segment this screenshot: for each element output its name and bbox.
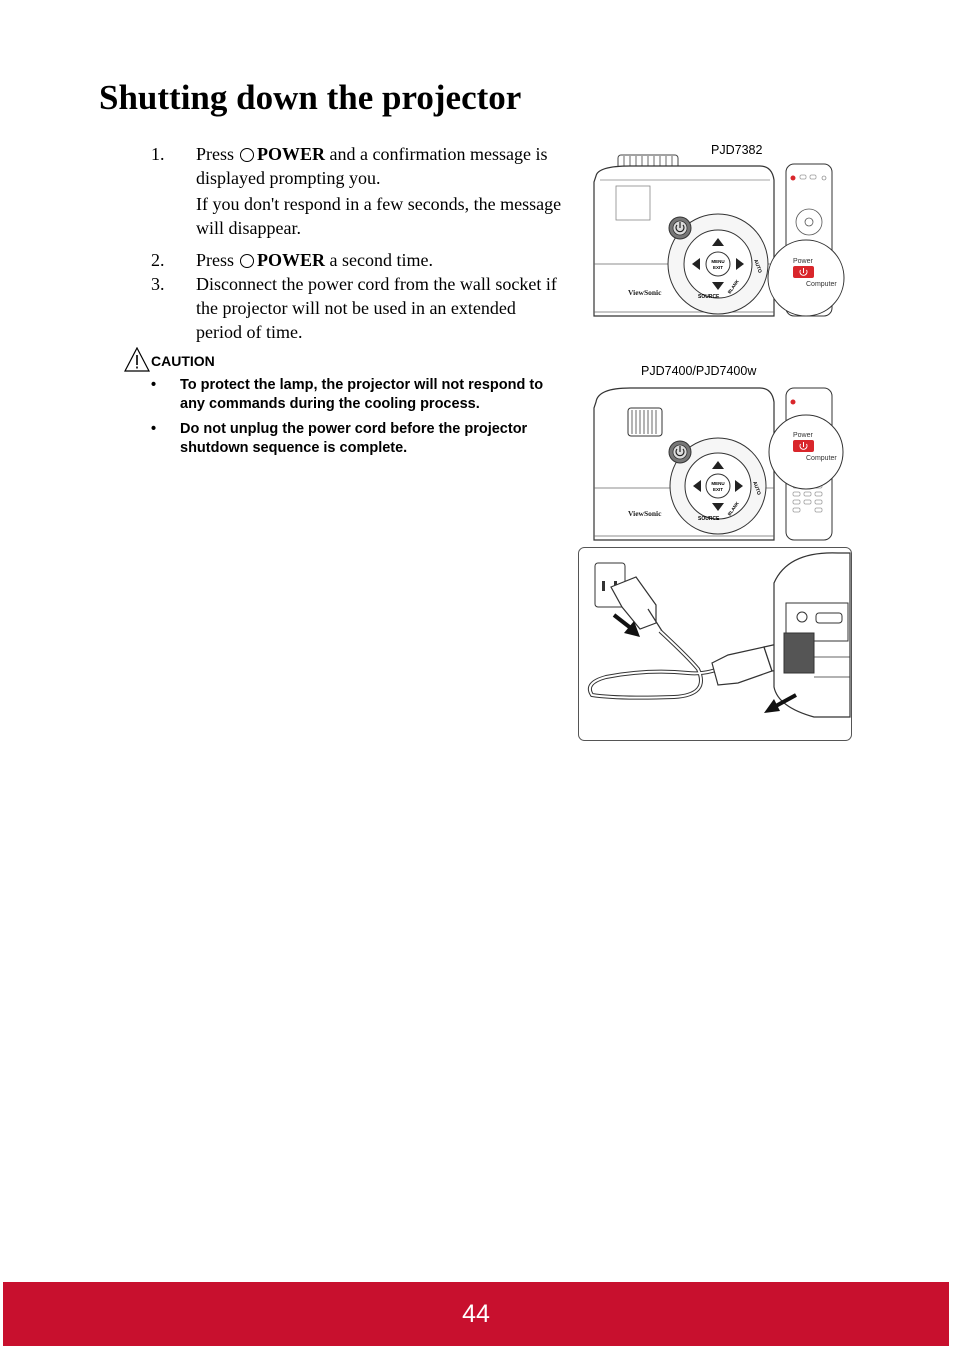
step-press: Press [196, 144, 235, 164]
keypad-exit: EXIT [712, 265, 724, 270]
remote-power-label: Power [793, 258, 813, 265]
brand-label: ViewSonic [628, 509, 662, 518]
step-number: 3. [151, 274, 165, 294]
power-key: POWER [257, 144, 326, 164]
remote-zoom-callout [769, 415, 843, 489]
step-text: Disconnect the power cord from the wall socket if the projector will not be used in an extended period of time. [196, 274, 557, 342]
power-icon [240, 254, 254, 268]
unplug-power-cord-figure [578, 547, 853, 742]
projector-figure-pjd7382 [590, 152, 850, 324]
power-icon [669, 441, 691, 463]
caution-label: CAUTION [151, 353, 215, 369]
step-rest: and a confirmation message is displayed prompting you. [196, 144, 548, 188]
remote-power-label: Power [793, 432, 813, 439]
step-number: 2. [151, 250, 165, 270]
lens-ring [628, 408, 662, 436]
power-key: POWER [257, 250, 326, 270]
caution-text: To protect the lamp, the projector will not respond to any commands during the cooling process. [180, 377, 544, 412]
bullet-symbol: • [151, 421, 157, 437]
keypad-exit: EXIT [712, 487, 724, 492]
remote-computer-label: Computer [806, 281, 837, 288]
model-label-pjd7382: PJD7382 [711, 143, 763, 157]
step-text [196, 248, 564, 272]
keypad-blank: BLANK [726, 278, 740, 295]
keypad-menu: MENU [711, 259, 725, 264]
step-number: 1. [151, 144, 165, 164]
bullet-symbol: • [151, 377, 157, 393]
remote-zoom-callout [768, 240, 844, 316]
projector-side [774, 553, 850, 717]
page-title: Shutting down the projector [99, 78, 522, 117]
keypad-source: SOURCE [698, 516, 720, 522]
power-icon [240, 148, 254, 162]
warning-icon [124, 347, 150, 373]
step-text [196, 142, 564, 190]
step-press: Press [196, 250, 235, 270]
remote-computer-label: Computer [806, 455, 837, 462]
model-label-pjd7400: PJD7400/PJD7400w [641, 364, 757, 378]
step-note: If you don't respond in a few seconds, the message will disappear. [196, 194, 562, 238]
page-number: 44 [462, 1300, 490, 1328]
keypad-menu: MENU [711, 481, 725, 486]
step-rest: a second time. [325, 250, 433, 270]
keypad-blank: BLANK [726, 500, 740, 517]
keypad-auto: AUTO [752, 258, 763, 274]
brand-label: ViewSonic [628, 288, 662, 297]
keypad-auto: AUTO [751, 480, 762, 496]
page-footer [3, 1282, 949, 1346]
keypad-source: SOURCE [698, 294, 720, 300]
projector-figure-pjd7400 [590, 384, 850, 546]
power-icon [669, 217, 691, 239]
caution-text: Do not unplug the power cord before the projector shutdown sequence is complete. [180, 421, 528, 456]
